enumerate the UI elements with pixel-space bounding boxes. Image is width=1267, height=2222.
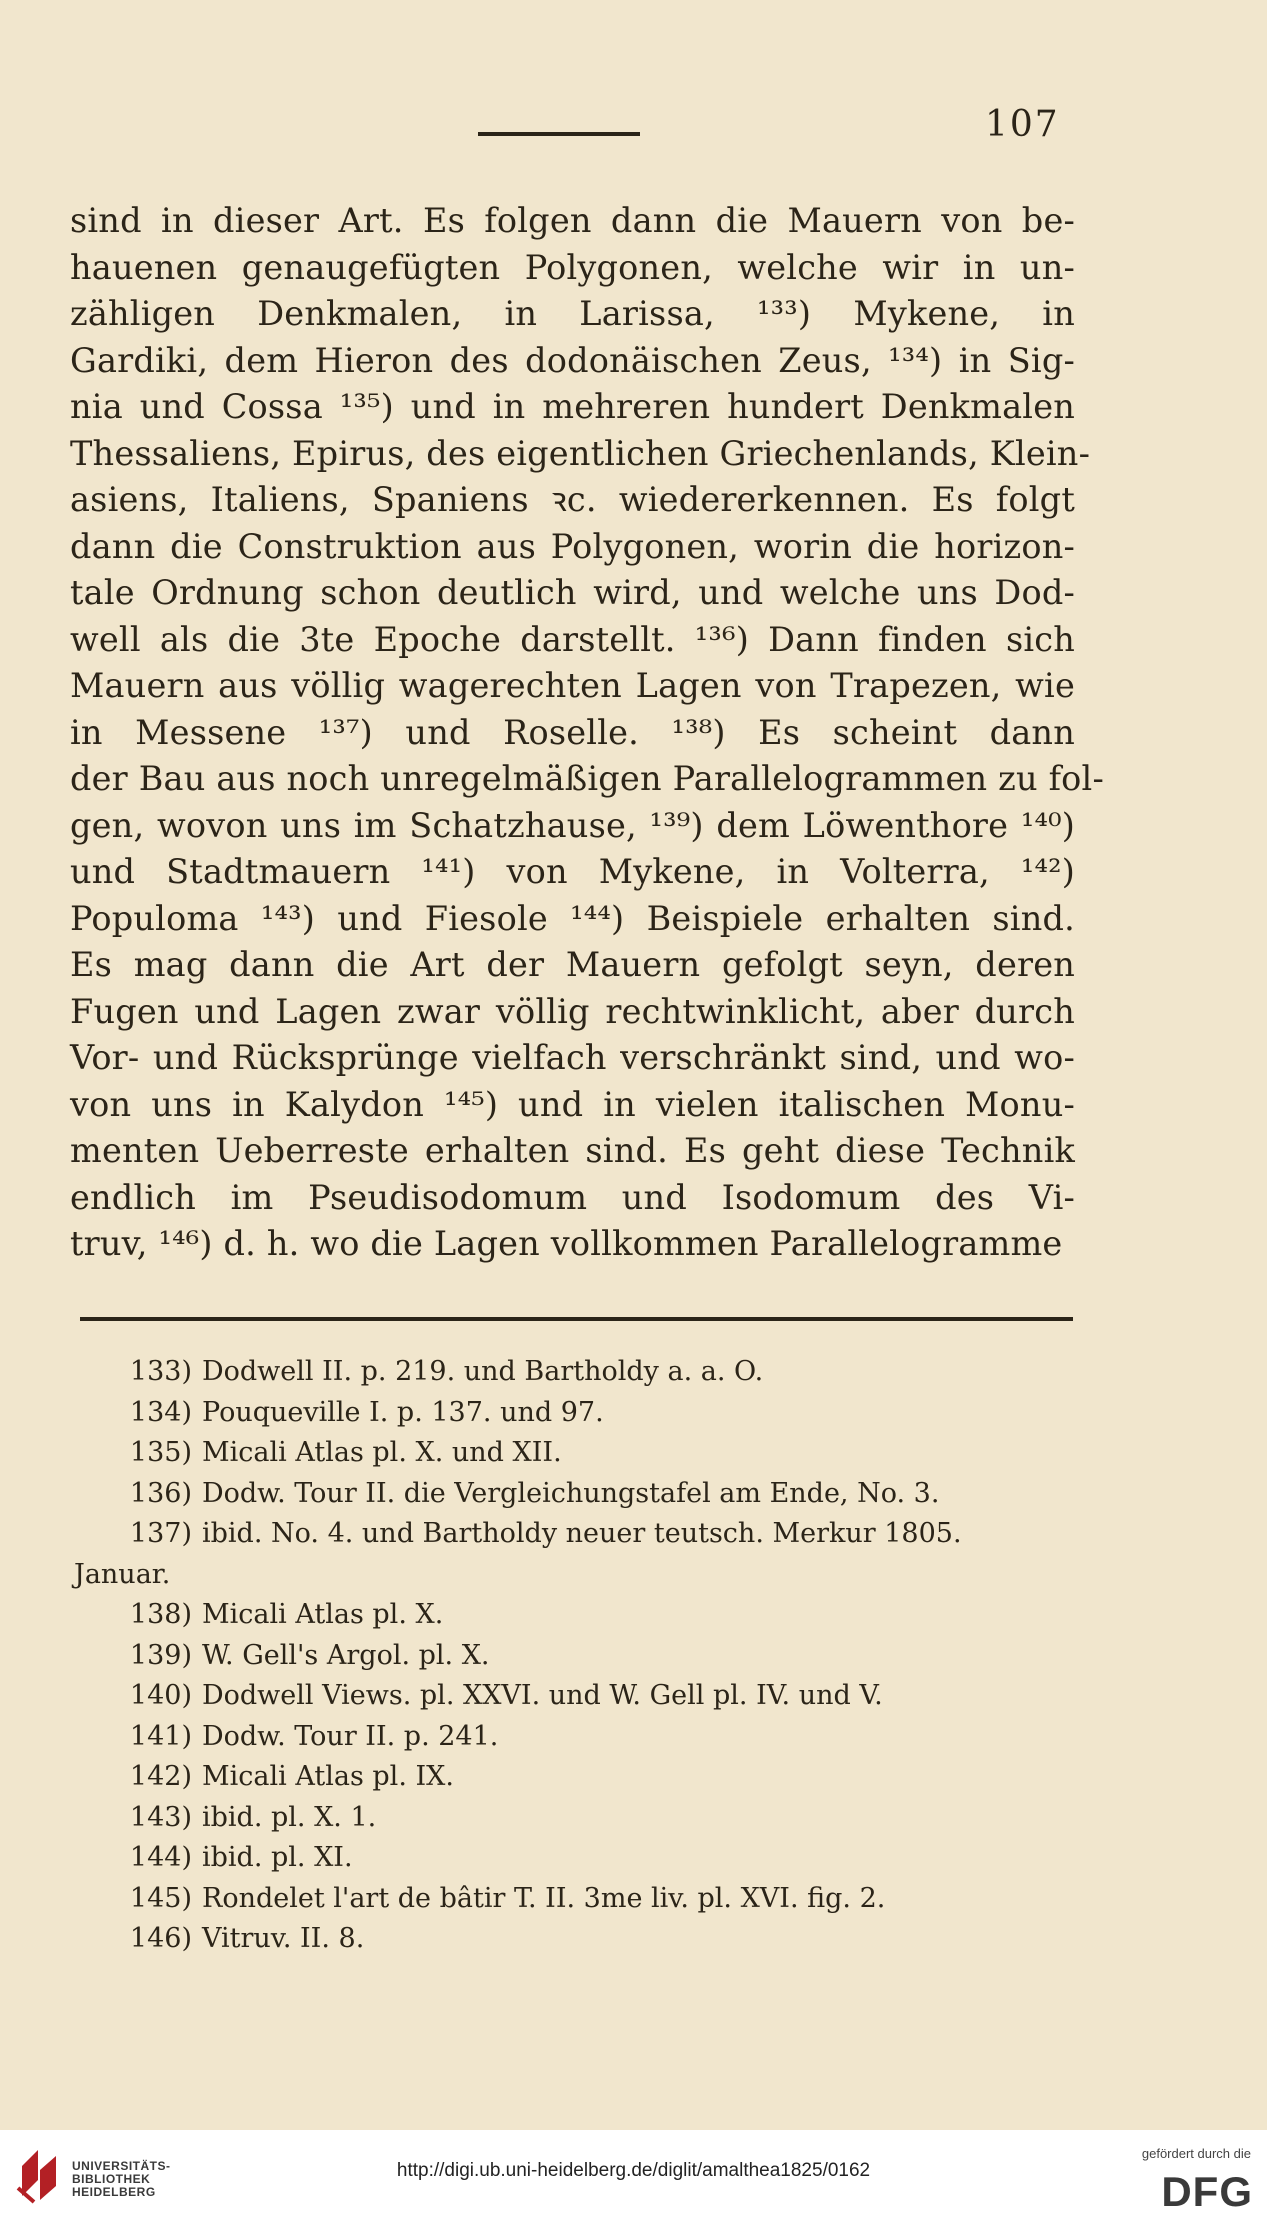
library-name-line: BIBLIOTHEK (72, 2172, 151, 2186)
library-name-line: HEIDELBERG (72, 2185, 156, 2199)
footnote-number: 139) (129, 1639, 192, 1671)
footnote (74, 1838, 1084, 1879)
footnote-text: Dodwell II. p. 219. und Bartholdy a. a. O. (202, 1356, 764, 1387)
text-line: menten Ueberreste erhalten sind. Es geht diese Technik (70, 1131, 1075, 1170)
footnote-number: 134) (129, 1396, 192, 1428)
library-name-line: UNIVERSITÄTS- (72, 2159, 171, 2173)
footnote (74, 1555, 1084, 1596)
text-line: Es mag dann die Art der Mauern gefolgt seyn, deren (70, 945, 1075, 984)
text-line: in Messene ¹³⁷) und Roselle. ¹³⁸) Es scheint dann (70, 712, 1075, 752)
text-line: gen, wovon uns im Schatzhause, ¹³⁹) dem Löwenthore ¹⁴⁰) (70, 805, 1075, 845)
footnote-number: 143) (129, 1801, 192, 1833)
footnote-number: 140) (129, 1680, 192, 1711)
footnote (74, 1393, 1084, 1434)
text-line: dann die Construktion aus Polygonen, worin die horizon- (70, 526, 1075, 566)
footnote-number: 142) (129, 1761, 192, 1792)
footnote (74, 1636, 1084, 1677)
footnote-number: 145) (129, 1882, 192, 1914)
text-line: well als die 3te Epoche darstellt. ¹³⁶) Dann finden sich (70, 619, 1075, 659)
funding-label: gefördert durch die (1141, 2146, 1251, 2161)
footnote-text: Micali Atlas pl. X. (202, 1599, 444, 1630)
permalink-url[interactable]: http://digi.ub.uni-heidelberg.de/diglit/amalthea1825/0162 (396, 2160, 871, 2181)
footnote (74, 1757, 1084, 1798)
footnote-text: Pouqueville I. p. 137. und 97. (202, 1396, 604, 1428)
footnote-rule (80, 1317, 1073, 1321)
text-line: Vor- und Rücksprünge vielfach verschränkt sind, und wo- (70, 1038, 1075, 1077)
text-line: hauenen genaugefügten Polygonen, welche wir in un- (70, 247, 1075, 287)
body-text (70, 198, 1104, 1268)
text-line: Populoma ¹⁴³) und Fiesole ¹⁴⁴) Beispiele erhalten sind. (70, 898, 1075, 938)
footnote-number: 144) (129, 1842, 192, 1873)
text-line: sind in dieser Art. Es folgen dann die Mauern von be- (70, 201, 1075, 240)
footnote-text: Micali Atlas pl. IX. (202, 1761, 454, 1792)
footnote-number: 133) (129, 1356, 192, 1387)
footnote-text: ibid. No. 4. und Bartholdy neuer teutsch. Merkur 1805. (202, 1518, 962, 1549)
footnote (74, 1514, 1084, 1555)
text-line: asiens, Italiens, Spaniens ꝛc. wiedererkennen. Es folgt (70, 480, 1075, 519)
footnote (74, 1474, 1084, 1515)
footnote (74, 1879, 1084, 1920)
header-rule (478, 132, 640, 136)
footnote-text: Micali Atlas pl. X. und XII. (202, 1437, 562, 1468)
footnote-text: Dodw. Tour II. die Vergleichungstafel am Ende, No. 3. (202, 1477, 940, 1509)
footnote-text: Dodw. Tour II. p. 241. (202, 1720, 499, 1752)
footnote (74, 1919, 1084, 1960)
footnote-number: 136) (129, 1477, 192, 1509)
footnote-text: Dodwell Views. pl. XXVI. und W. Gell pl. IV. und V. (202, 1680, 883, 1711)
text-line: Mauern aus völlig wagerechten Lagen von Trapezen, wie (70, 666, 1075, 705)
text-line: und Stadtmauern ¹⁴¹) von Mykene, in Volterra, ¹⁴²) (70, 852, 1075, 891)
text-line: Fugen und Lagen zwar völlig rechtwinklicht, aber durch (70, 991, 1075, 1031)
footnote (74, 1433, 1084, 1474)
footnote-number: 135) (129, 1437, 192, 1468)
footnote-text: W. Gell's Argol. pl. X. (202, 1639, 490, 1671)
text-line: von uns in Kalydon ¹⁴⁵) und in vielen italischen Monu- (70, 1084, 1075, 1124)
footnote (74, 1352, 1084, 1393)
footnote-text: Vitruv. II. 8. (202, 1923, 365, 1954)
footnote-text: Januar. (74, 1558, 171, 1590)
footnote-text: Rondelet l'art de bâtir T. II. 3me liv. pl. XVI. fig. 2. (202, 1882, 886, 1914)
footnotes (74, 1352, 1084, 1960)
text-line: Gardiki, dem Hieron des dodonäischen Zeus, ¹³⁴) in Sig- (70, 340, 1075, 380)
text-line: tale Ordnung schon deutlich wird, und welche uns Dod- (70, 573, 1075, 612)
text-line: der Bau aus noch unregelmäßigen Parallelogrammen zu fol- (70, 759, 1104, 798)
text-line: nia und Cossa ¹³⁵) und in mehreren hundert Denkmalen (70, 387, 1075, 426)
text-line: truv, ¹⁴⁶) d. h. wo die Lagen vollkommen Parallelogramme (70, 1224, 1063, 1263)
footnote (74, 1595, 1084, 1636)
footnote-number: 146) (129, 1923, 192, 1954)
footnote-number: 138) (129, 1599, 192, 1630)
viewer-footer (0, 2130, 1267, 2222)
text-line: endlich im Pseudisodomum und Isodomum des Vi- (70, 1177, 1075, 1217)
footnote (74, 1717, 1084, 1758)
text-line: zähligen Denkmalen, in Larissa, ¹³³) Mykene, in (70, 294, 1075, 333)
footnote-number: 141) (129, 1720, 192, 1752)
footnote-number: 137) (129, 1518, 192, 1549)
dfg-logo[interactable]: DFG (1161, 2168, 1253, 2215)
text-line: Thessaliens, Epirus, des eigentlichen Griechenlands, Klein- (70, 433, 1091, 473)
footnote-text: ibid. pl. X. 1. (202, 1801, 377, 1833)
footnote-text: ibid. pl. XI. (202, 1842, 353, 1873)
page-number: 107 (985, 104, 1060, 145)
footnote (74, 1676, 1084, 1717)
footnote (74, 1798, 1084, 1839)
